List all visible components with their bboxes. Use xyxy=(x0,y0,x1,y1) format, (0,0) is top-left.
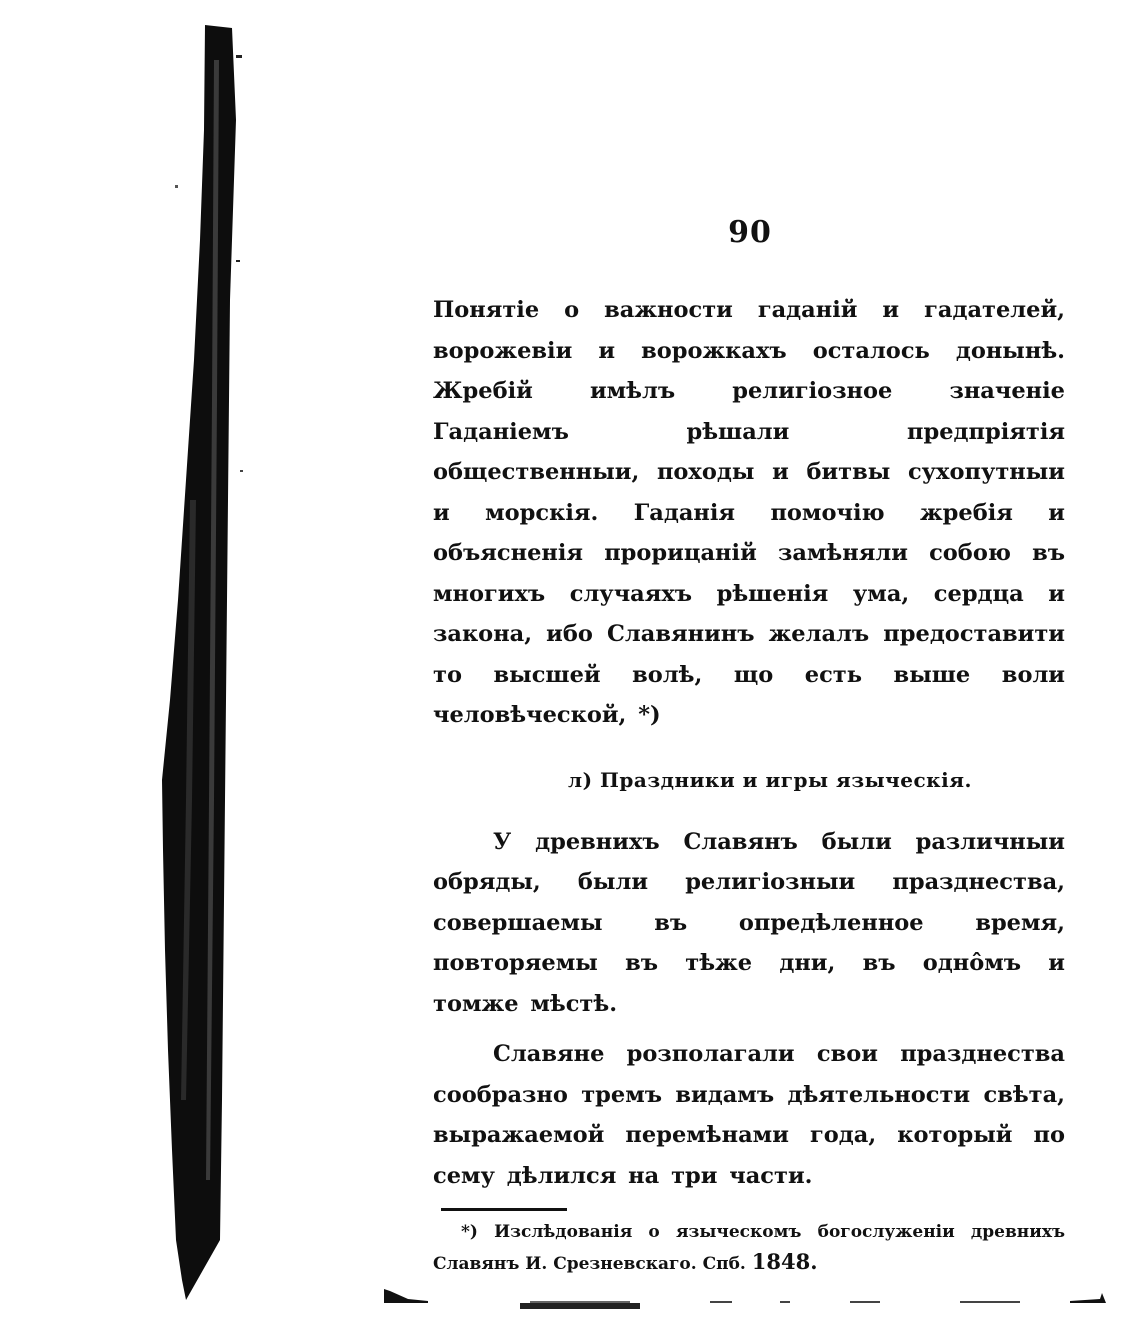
scan-edge-artifacts xyxy=(380,1285,1120,1315)
footnote-divider xyxy=(441,1208,567,1211)
footnote xyxy=(433,1217,1065,1279)
footnote-year: 1848. xyxy=(751,1249,818,1274)
paragraph-divination: Понятіе о важности гаданій и гадателей, ворожевіи и ворожкахъ осталось донынѣ. Жребій имѣлъ религіозное значеніе Гаданіемъ рѣшали предпріятія общественныи, походы и битвы сухопутныи и морскія. Гаданія помочію жребія и объясненія прорицаній замѣняли собою въ многихъ случаяхъ рѣшенія ума, сердца и закона, ибо Славянинъ желалъ предоставити то высшей волѣ, що есть выше воли человѣческой, *) xyxy=(433,297,1065,728)
book-spine-shadow xyxy=(0,0,260,1344)
paragraph-rites: У древнихъ Славянъ были различныи обряды, были религіозныи празднества, совершаемы въ опредѣленное время, повторяемы въ тѣже дни, въ однôмъ и томже мѣстѣ. xyxy=(433,828,1065,1017)
page-number: 90 xyxy=(728,215,772,250)
footnote-text: *) Изслѣдованія о языческомъ богослуженіи древнихъ Славянъ И. Срезневскаго. Спб. xyxy=(433,1222,1065,1274)
section-heading-holidays: л) Праздники и игры языческія. xyxy=(568,767,972,792)
paragraph-seasons: Славяне розполагали свои празднества сообразно тремъ видамъ дѣятельности свѣта, выражаемой перемѣнами года, который по сему дѣлился на три части. xyxy=(433,1041,1065,1189)
page-body xyxy=(433,290,1065,1279)
